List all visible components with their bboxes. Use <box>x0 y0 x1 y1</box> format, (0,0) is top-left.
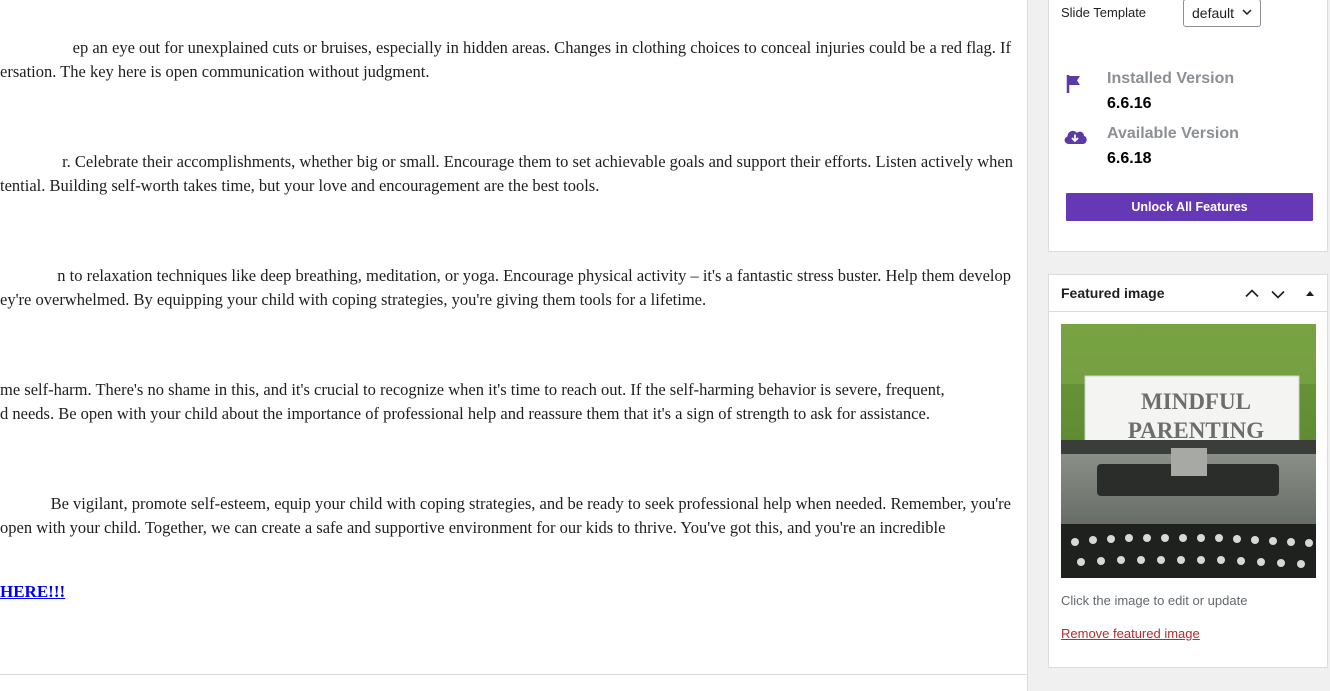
chevron-down-icon[interactable] <box>1269 285 1287 303</box>
paragraph-text[interactable]: ey're overwhelmed. By equipping your child with coping strategies, you're giving them tools for a lifetime. <box>0 290 707 309</box>
flag-icon <box>1062 71 1088 97</box>
paragraph-text[interactable]: tential. Building self-worth takes time, but your love and encouragement are the best tools. <box>0 176 600 195</box>
slide-template-select[interactable] <box>1183 0 1261 27</box>
chevron-up-icon[interactable] <box>1243 285 1261 303</box>
paragraph-text[interactable]: d needs. Be open with your child about the importance of professional help and reassure them that it's a sign of strength to ask for assistance. <box>0 404 930 423</box>
caret-up-icon[interactable] <box>1301 285 1319 303</box>
unlock-all-features-button[interactable]: Unlock All Features <box>1066 193 1313 221</box>
paragraph-text[interactable]: me self-harm. There's no shame in this, and it's crucial to recognize when it's time to reach out. If the self-harming behavior is severe, frequent, <box>0 380 945 399</box>
installed-version-label: Installed Version <box>1107 70 1235 87</box>
paragraph-text[interactable]: r. Celebrate their accomplishments, whether big or small. Encourage them to set achievable goals and support their efforts. Listen actively when <box>62 152 1013 171</box>
installed-version-value: 6.6.16 <box>1107 95 1152 112</box>
available-version-label: Available Version <box>1107 125 1239 142</box>
slide-template-value: default <box>1192 5 1235 21</box>
image-caption: Click the image to edit or update <box>1061 593 1248 608</box>
available-version-value: 6.6.18 <box>1107 150 1152 167</box>
typewriter-image <box>1061 324 1316 578</box>
paragraph-text[interactable]: open with your child. Together, we can create a safe and supportive environment for our kids to thrive. You've got this, and you're an incredible <box>0 518 946 537</box>
editor-divider <box>0 674 1028 675</box>
featured-image[interactable] <box>1061 324 1316 578</box>
slide-template-label: Slide Template <box>1061 5 1147 20</box>
cloud-download-icon <box>1062 124 1088 150</box>
chevron-down-icon <box>1241 6 1253 18</box>
here-link[interactable]: HERE!!! <box>0 582 66 601</box>
featured-image-panel-header[interactable] <box>1049 275 1327 312</box>
paragraph-text[interactable]: Be vigilant, promote self-esteem, equip your child with coping strategies, and be ready to seek professional help when needed. Remember, you're <box>50 494 1011 513</box>
paragraph-text[interactable]: ep an eye out for unexplained cuts or bruises, especially in hidden areas. Changes in clothing choices to conceal injuries could be a red flag. If <box>72 38 1011 57</box>
paragraph-text[interactable]: n to relaxation techniques like deep breathing, meditation, or yoga. Encourage physical activity – it's a fantastic stress buster. Help them develop <box>57 266 1011 285</box>
panel-title: Featured image <box>1061 285 1165 301</box>
image-text-line1: MINDFUL <box>1141 389 1251 414</box>
slide-settings-panel <box>1048 0 1328 252</box>
featured-image-panel <box>1048 274 1328 668</box>
image-text-line2: PARENTING <box>1127 418 1265 443</box>
paragraph-text[interactable]: ersation. The key here is open communication without judgment. <box>0 62 430 81</box>
remove-featured-image-link[interactable]: Remove featured image <box>1061 626 1200 641</box>
